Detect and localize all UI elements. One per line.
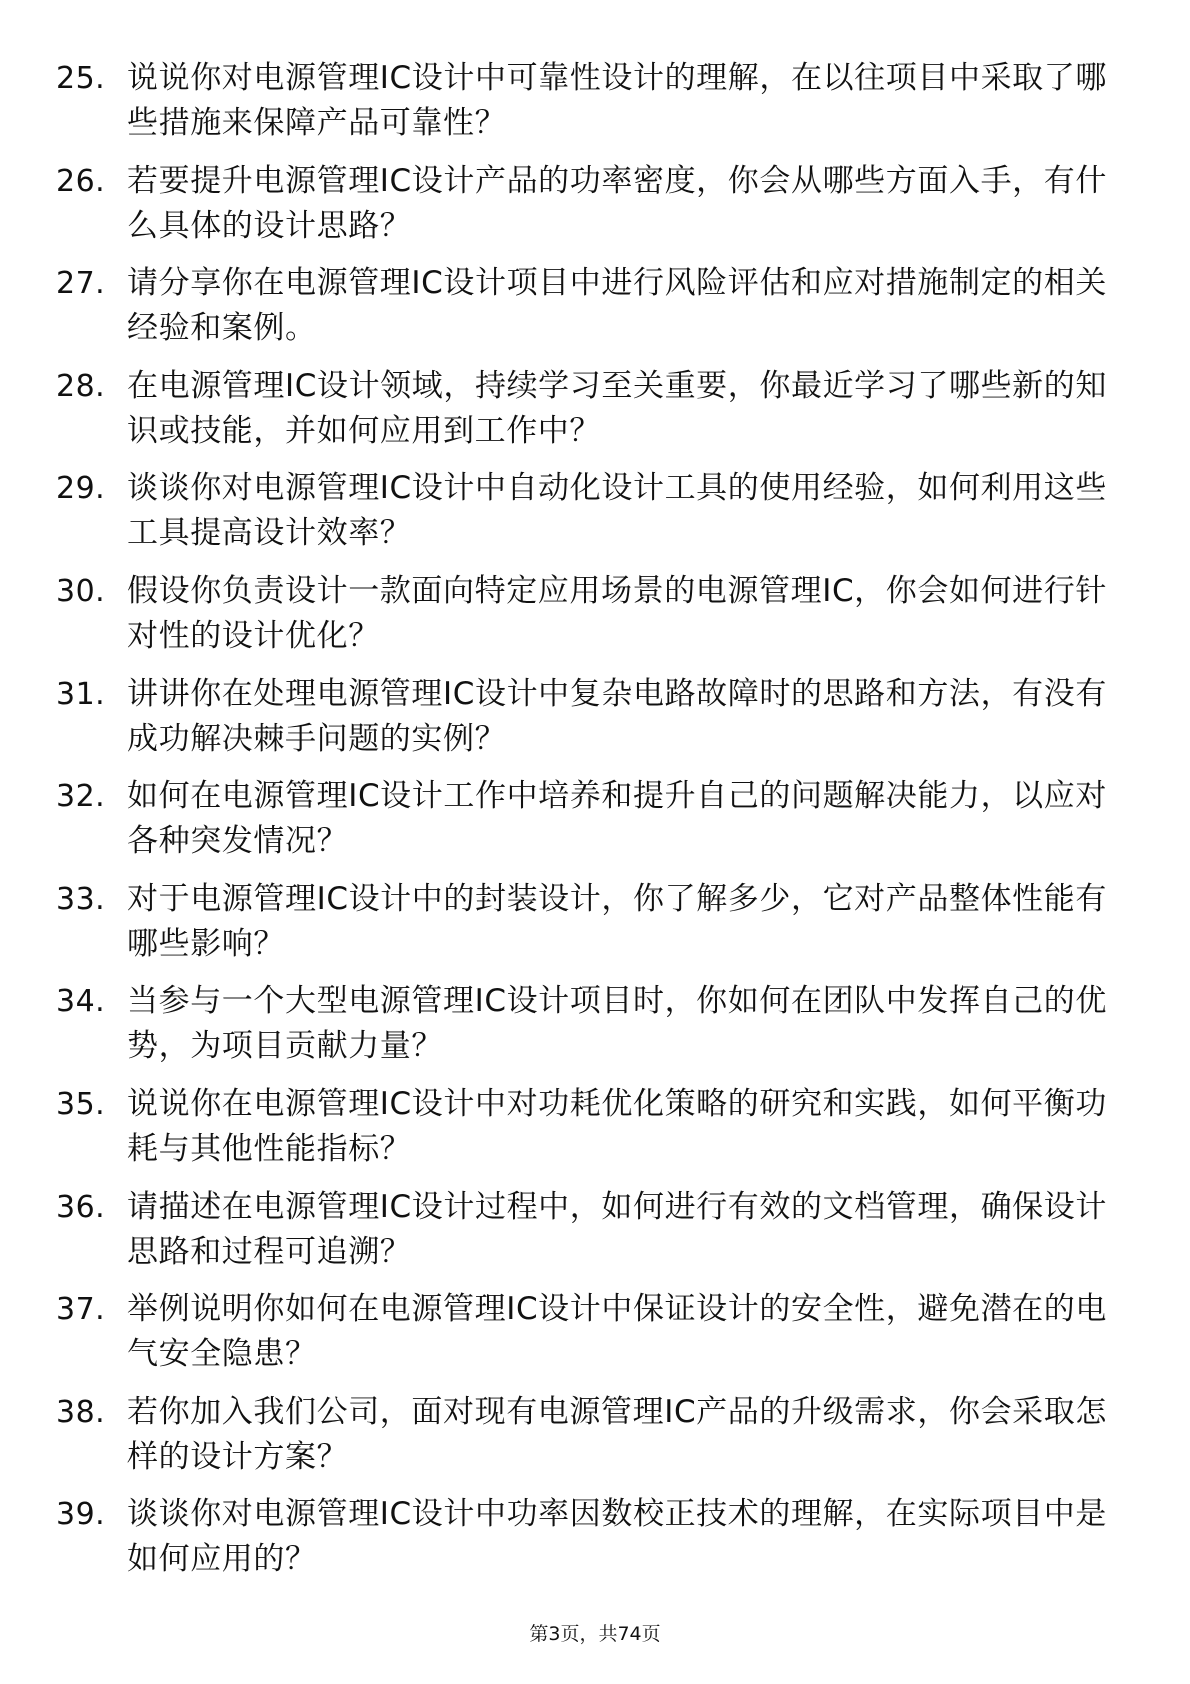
question-item [0, 1185, 1190, 1288]
question-number: 35. [56, 1086, 106, 1122]
question-text: 如何在电源管理IC设计工作中培养和提升自己的问题解决能力，以应对各种突发情况？ [127, 778, 1107, 860]
question-number: 33. [56, 881, 106, 917]
question-item [0, 569, 1190, 672]
question-text: 若你加入我们公司，面对现有电源管理IC产品的升级需求，你会采取怎样的设计方案？ [127, 1393, 1107, 1475]
question-number: 37. [56, 1292, 106, 1328]
question-text: 举例说明你如何在电源管理IC设计中保证设计的安全性，避免潜在的电气安全隐患？ [127, 1291, 1107, 1373]
question-text: 在电源管理IC设计领域，持续学习至关重要，你最近学习了哪些新的知识或技能，并如何应用到工作中？ [127, 367, 1107, 449]
question-item [0, 1492, 1190, 1595]
question-item [0, 364, 1190, 467]
question-number: 29. [56, 471, 106, 507]
question-number: 25. [56, 61, 106, 96]
question-item [0, 672, 1190, 775]
question-text: 若要提升电源管理IC设计产品的功率密度，你会从哪些方面入手，有什么具体的设计思路？ [127, 162, 1107, 244]
question-text: 说说你对电源管理IC设计中可靠性设计的理解，在以往项目中采取了哪些措施来保障产品可靠性？ [127, 60, 1107, 141]
question-text: 谈谈你对电源管理IC设计中自动化设计工具的使用经验，如何利用这些工具提高设计效率？ [127, 470, 1107, 552]
question-list [0, 56, 1190, 1595]
page-number-label: 第3页，共74页 [529, 1623, 661, 1645]
question-text: 假设你负责设计一款面向特定应用场景的电源管理IC，你会如何进行针对性的设计优化？ [127, 572, 1107, 654]
question-text: 请描述在电源管理IC设计过程中，如何进行有效的文档管理，确保设计思路和过程可追溯？ [127, 1188, 1107, 1270]
question-number: 36. [56, 1189, 106, 1225]
question-text: 说说你在电源管理IC设计中对功耗优化策略的研究和实践，如何平衡功耗与其他性能指标？ [127, 1085, 1107, 1167]
question-item [0, 159, 1190, 262]
page-footer [0, 1620, 1190, 1648]
question-number: 34. [56, 984, 106, 1020]
question-text: 谈谈你对电源管理IC设计中功率因数校正技术的理解，在实际项目中是如何应用的？ [127, 1496, 1107, 1578]
question-number: 26. [56, 163, 106, 199]
question-number: 27. [56, 266, 106, 302]
question-item [0, 1082, 1190, 1185]
question-number: 38. [56, 1394, 106, 1430]
question-item [0, 1390, 1190, 1493]
question-item [0, 466, 1190, 569]
question-number: 28. [56, 368, 106, 404]
question-text: 对于电源管理IC设计中的封装设计，你了解多少，它对产品整体性能有哪些影响？ [127, 880, 1107, 962]
question-item [0, 979, 1190, 1082]
question-item [0, 56, 1190, 159]
question-text: 当参与一个大型电源管理IC设计项目时，你如何在团队中发挥自己的优势，为项目贡献力量？ [127, 983, 1107, 1065]
question-item [0, 1287, 1190, 1390]
question-item [0, 261, 1190, 364]
question-number: 31. [56, 676, 106, 712]
question-number: 32. [56, 779, 106, 815]
question-item [0, 877, 1190, 980]
question-number: 30. [56, 573, 106, 609]
question-text: 讲讲你在处理电源管理IC设计中复杂电路故障时的思路和方法，有没有成功解决棘手问题的实例？ [127, 675, 1107, 757]
question-text: 请分享你在电源管理IC设计项目中进行风险评估和应对措施制定的相关经验和案例。 [127, 265, 1107, 347]
question-number: 39. [56, 1497, 106, 1533]
question-item [0, 774, 1190, 877]
